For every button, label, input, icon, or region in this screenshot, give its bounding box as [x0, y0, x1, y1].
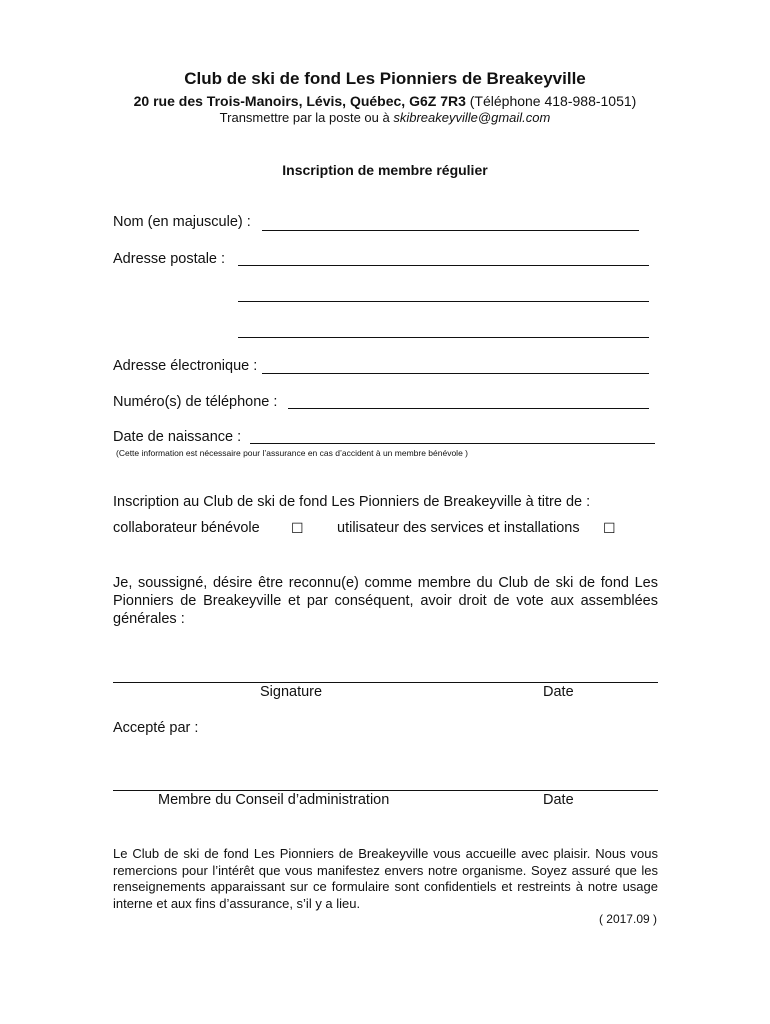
phone-number: (Téléphone 418-988-1051): [469, 93, 637, 109]
contact-email[interactable]: skibreakeyville@gmail.com: [393, 110, 551, 125]
form-title: Inscription de membre régulier: [282, 162, 488, 178]
user-checkbox[interactable]: ☐: [603, 520, 616, 536]
board-date-label: Date: [543, 792, 574, 808]
form-version: ( 2017.09 ): [598, 912, 657, 926]
signature-line[interactable]: [113, 682, 658, 683]
name-label: Nom (en majuscule) :: [113, 214, 251, 230]
signature-date-label: Date: [543, 684, 574, 700]
board-member-label: Membre du Conseil d’administration: [158, 792, 390, 808]
postal-address-line-2[interactable]: [238, 301, 649, 302]
volunteer-checkbox[interactable]: ☐: [291, 520, 304, 536]
name-field-line[interactable]: [262, 230, 639, 231]
board-signature-line[interactable]: [113, 790, 658, 791]
postal-address-label: Adresse postale :: [113, 251, 226, 267]
transmit-line: [0, 110, 770, 125]
transmit-prefix: Transmettre par la poste ou à: [219, 110, 390, 125]
signature-label: Signature: [260, 684, 323, 700]
birth-date-label: Date de naissance :: [113, 429, 242, 445]
membership-question: Inscription au Club de ski de fond Les Pionniers de Breakeyville à titre de :: [113, 494, 591, 510]
phone-label: Numéro(s) de téléphone :: [113, 394, 278, 410]
option-volunteer-label: collaborateur bénévole: [113, 520, 260, 536]
birth-date-note: (Cette information est nécessaire pour l’assurance en cas d’accident à un membre bénévole ): [116, 448, 468, 458]
postal-address-line-3[interactable]: [238, 337, 649, 338]
email-label: Adresse électronique :: [113, 358, 258, 374]
email-field-line[interactable]: [262, 373, 649, 374]
club-address: [0, 93, 770, 109]
accepted-by-label: Accepté par :: [113, 720, 199, 736]
birth-date-field-line[interactable]: [250, 443, 655, 444]
phone-field-line[interactable]: [288, 408, 649, 409]
street-address: 20 rue des Trois-Manoirs, Lévis, Québec, G6Z 7R3: [133, 93, 466, 109]
option-user-label: utilisateur des services et installations: [337, 520, 580, 536]
declaration-text: Je, soussigné, désire être reconnu(e) comme membre du Club de ski de fond Les Pionniers de Breakeyville et par conséquent, avoir droit de vote aux assemblées générales :: [113, 575, 658, 627]
club-title: Club de ski de fond Les Pionniers de Breakeyville: [184, 69, 586, 88]
welcome-paragraph: Le Club de ski de fond Les Pionniers de Breakeyville vous accueille avec plaisir. Nous vous remercions pour l’intérêt que vous manifestez envers notre organisme. Soyez assuré que les renseignements apparaissant sur ce formulaire sont confidentiels et restreints à notre usage interne et aux fins d’assurance, s’il y a lieu.: [113, 846, 658, 911]
postal-address-line-1[interactable]: [238, 265, 649, 266]
